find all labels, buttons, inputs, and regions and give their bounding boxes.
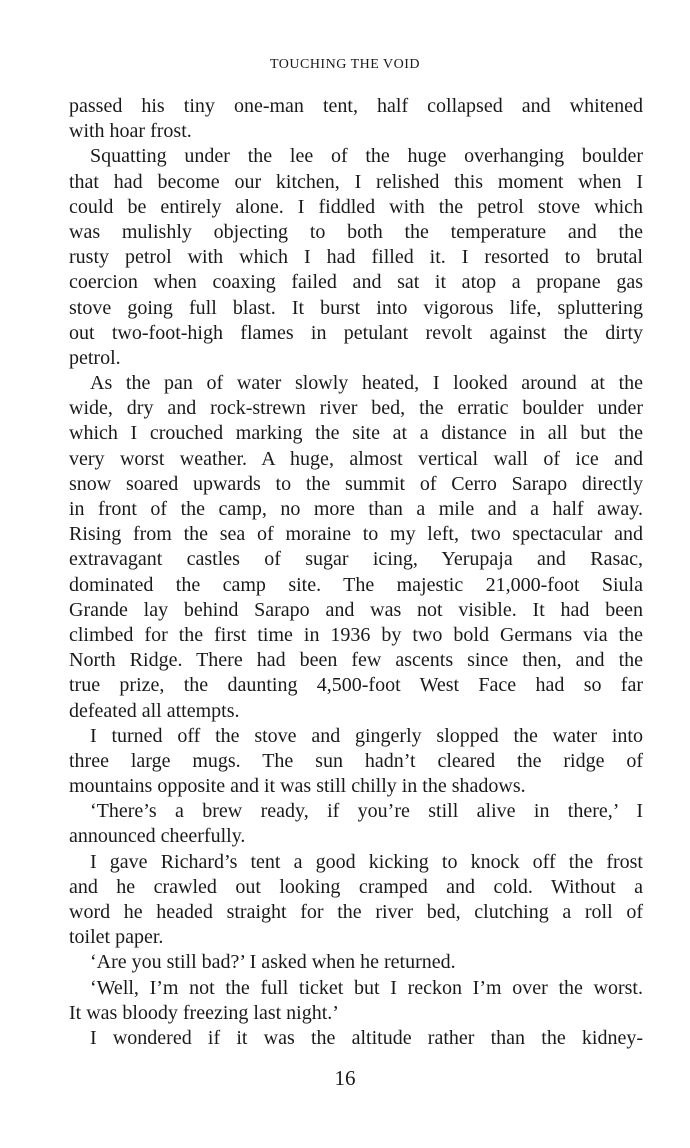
text-line: As the pan of water slowly heated, I looked around at the	[90, 372, 643, 395]
text-line: Rising from the sea of moraine to my left, two spectacular and	[69, 523, 643, 546]
text-line: announced cheerfully.	[69, 825, 246, 848]
text-line: defeated all attempts.	[69, 699, 240, 722]
text-line: three large mugs. The sun hadn’t cleared the ridge of	[69, 749, 643, 772]
text-line: It was bloody freezing last night.’	[69, 1001, 339, 1024]
text-line: coercion when coaxing failed and sat it atop a propane gas	[69, 271, 643, 294]
text-line: dominated the camp site. The majestic 21,000-foot Siula	[69, 573, 643, 596]
text-line: which I crouched marking the site at a distance in all but the	[69, 422, 643, 445]
text-line: Squatting under the lee of the huge overhanging boulder	[90, 145, 643, 168]
text-line: stove going full blast. It burst into vigorous life, spluttering	[69, 296, 643, 319]
text-line: word he headed straight for the river bed, clutching a roll of	[69, 901, 643, 923]
body-text	[69, 94, 643, 1051]
text-line: ‘There’s a brew ready, if you’re still alive in there,’ I	[90, 800, 643, 823]
text-line: true prize, the daunting 4,500-foot West Face had so far	[69, 674, 643, 697]
text-line: out two-foot-high flames in petulant revolt against the dirty	[69, 321, 643, 344]
text-line: ‘Well, I’m not the full ticket but I reckon I’m over the worst.	[90, 976, 643, 999]
text-line: wide, dry and rock-strewn river bed, the erratic boulder under	[69, 397, 643, 420]
text-line: North Ridge. There had been few ascents since then, and the	[69, 649, 643, 672]
text-line: mountains opposite and it was still chilly in the shadows.	[69, 775, 526, 798]
text-line: rusty petrol with which I had filled it. I resorted to brutal	[69, 246, 643, 269]
text-line: toilet paper.	[69, 926, 164, 949]
text-line: was mulishly objecting to both the temperature and the	[69, 220, 643, 243]
text-line: climbed for the first time in 1936 by two bold Germans via the	[69, 623, 643, 646]
text-line: I wondered if it was the altitude rather than the kidney-	[90, 1026, 643, 1049]
page-number: 16	[334, 1066, 356, 1090]
text-line: ‘Are you still bad?’ I asked when he returned.	[90, 951, 456, 974]
text-line: I turned off the stove and gingerly slopped the water into	[90, 724, 643, 747]
text-line: in front of the camp, no more than a mile and a half away.	[69, 498, 643, 520]
text-line: I gave Richard’s tent a good kicking to knock off the frost	[90, 850, 643, 873]
text-line: and he crawled out looking cramped and cold. Without a	[69, 875, 643, 898]
text-line: very worst weather. A huge, almost vertical wall of ice and	[69, 447, 643, 470]
text-line: Grande lay behind Sarapo and was not visible. It had been	[69, 598, 643, 621]
text-line: extravagant castles of sugar icing, Yerupaja and Rasac,	[69, 548, 643, 571]
running-head: TOUCHING THE VOID	[269, 57, 421, 72]
text-line: could be entirely alone. I fiddled with the petrol stove which	[69, 195, 643, 218]
text-line: that had become our kitchen, I relished this moment when I	[69, 170, 643, 193]
text-line: petrol.	[69, 346, 121, 369]
text-line: passed his tiny one-man tent, half collapsed and whitened	[69, 95, 643, 117]
text-line: snow soared upwards to the summit of Cerro Sarapo directly	[69, 472, 643, 495]
text-line: with hoar frost.	[69, 120, 192, 143]
